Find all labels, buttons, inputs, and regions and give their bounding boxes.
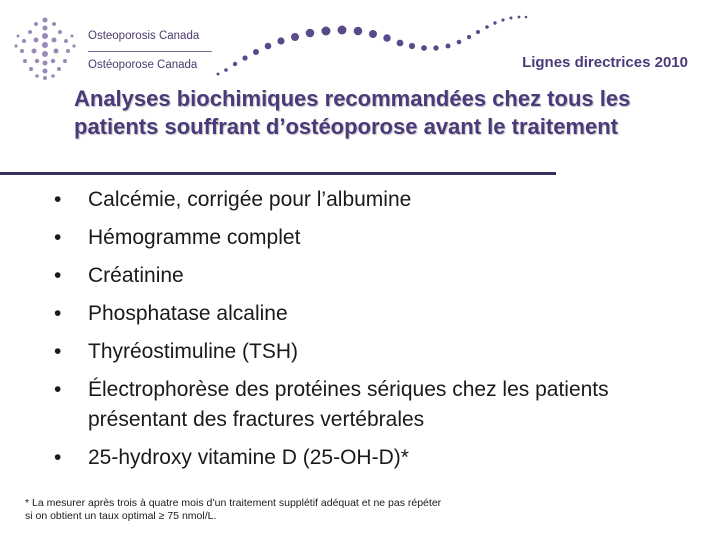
- bullet-icon: •: [54, 302, 62, 325]
- test-list: [54, 185, 694, 481]
- list-item: [54, 223, 694, 253]
- bullet-icon: •: [54, 378, 62, 401]
- list-item-text: Calcémie, corrigée pour l’albumine: [88, 188, 412, 211]
- list-item: [54, 261, 694, 291]
- list-item: [54, 185, 694, 215]
- list-item-text: Électrophorèse des protéines sériques chez les patients présentant des fractures vertébrales: [88, 378, 609, 431]
- list-item: [54, 337, 694, 367]
- bullet-icon: •: [54, 226, 62, 249]
- footnote: * La mesurer après trois à quatre mois d’un traitement supplétif adéquat et ne pas répéter si on obtient un taux optimal ≥ 75 nmol/L.: [25, 497, 442, 522]
- guideline-year-label: Lignes directrices 2010: [522, 54, 688, 71]
- bullet-icon: •: [54, 264, 62, 287]
- org-name-english: Osteoporosis Canada: [88, 30, 200, 42]
- bullet-icon: •: [54, 340, 62, 363]
- list-item-text: 25-hydroxy vitamine D (25-OH-D)*: [88, 446, 409, 469]
- org-name-french: Ostéoporose Canada: [88, 59, 198, 71]
- list-item-text: Hémogramme complet: [88, 226, 301, 249]
- title-underline: [0, 172, 556, 175]
- list-item: [54, 375, 694, 435]
- list-item: [54, 443, 694, 473]
- list-item-text: Créatinine: [88, 264, 184, 287]
- list-item: [54, 299, 694, 329]
- bullet-icon: •: [54, 188, 62, 211]
- bullet-icon: •: [54, 446, 62, 469]
- list-item-text: Thyréostimuline (TSH): [88, 340, 299, 363]
- list-item-text: Phosphatase alcaline: [88, 302, 288, 325]
- slide-title: Analyses biochimiques recommandées chez tous les patients souffrant d’ostéoporose avant le traitement: [74, 86, 631, 139]
